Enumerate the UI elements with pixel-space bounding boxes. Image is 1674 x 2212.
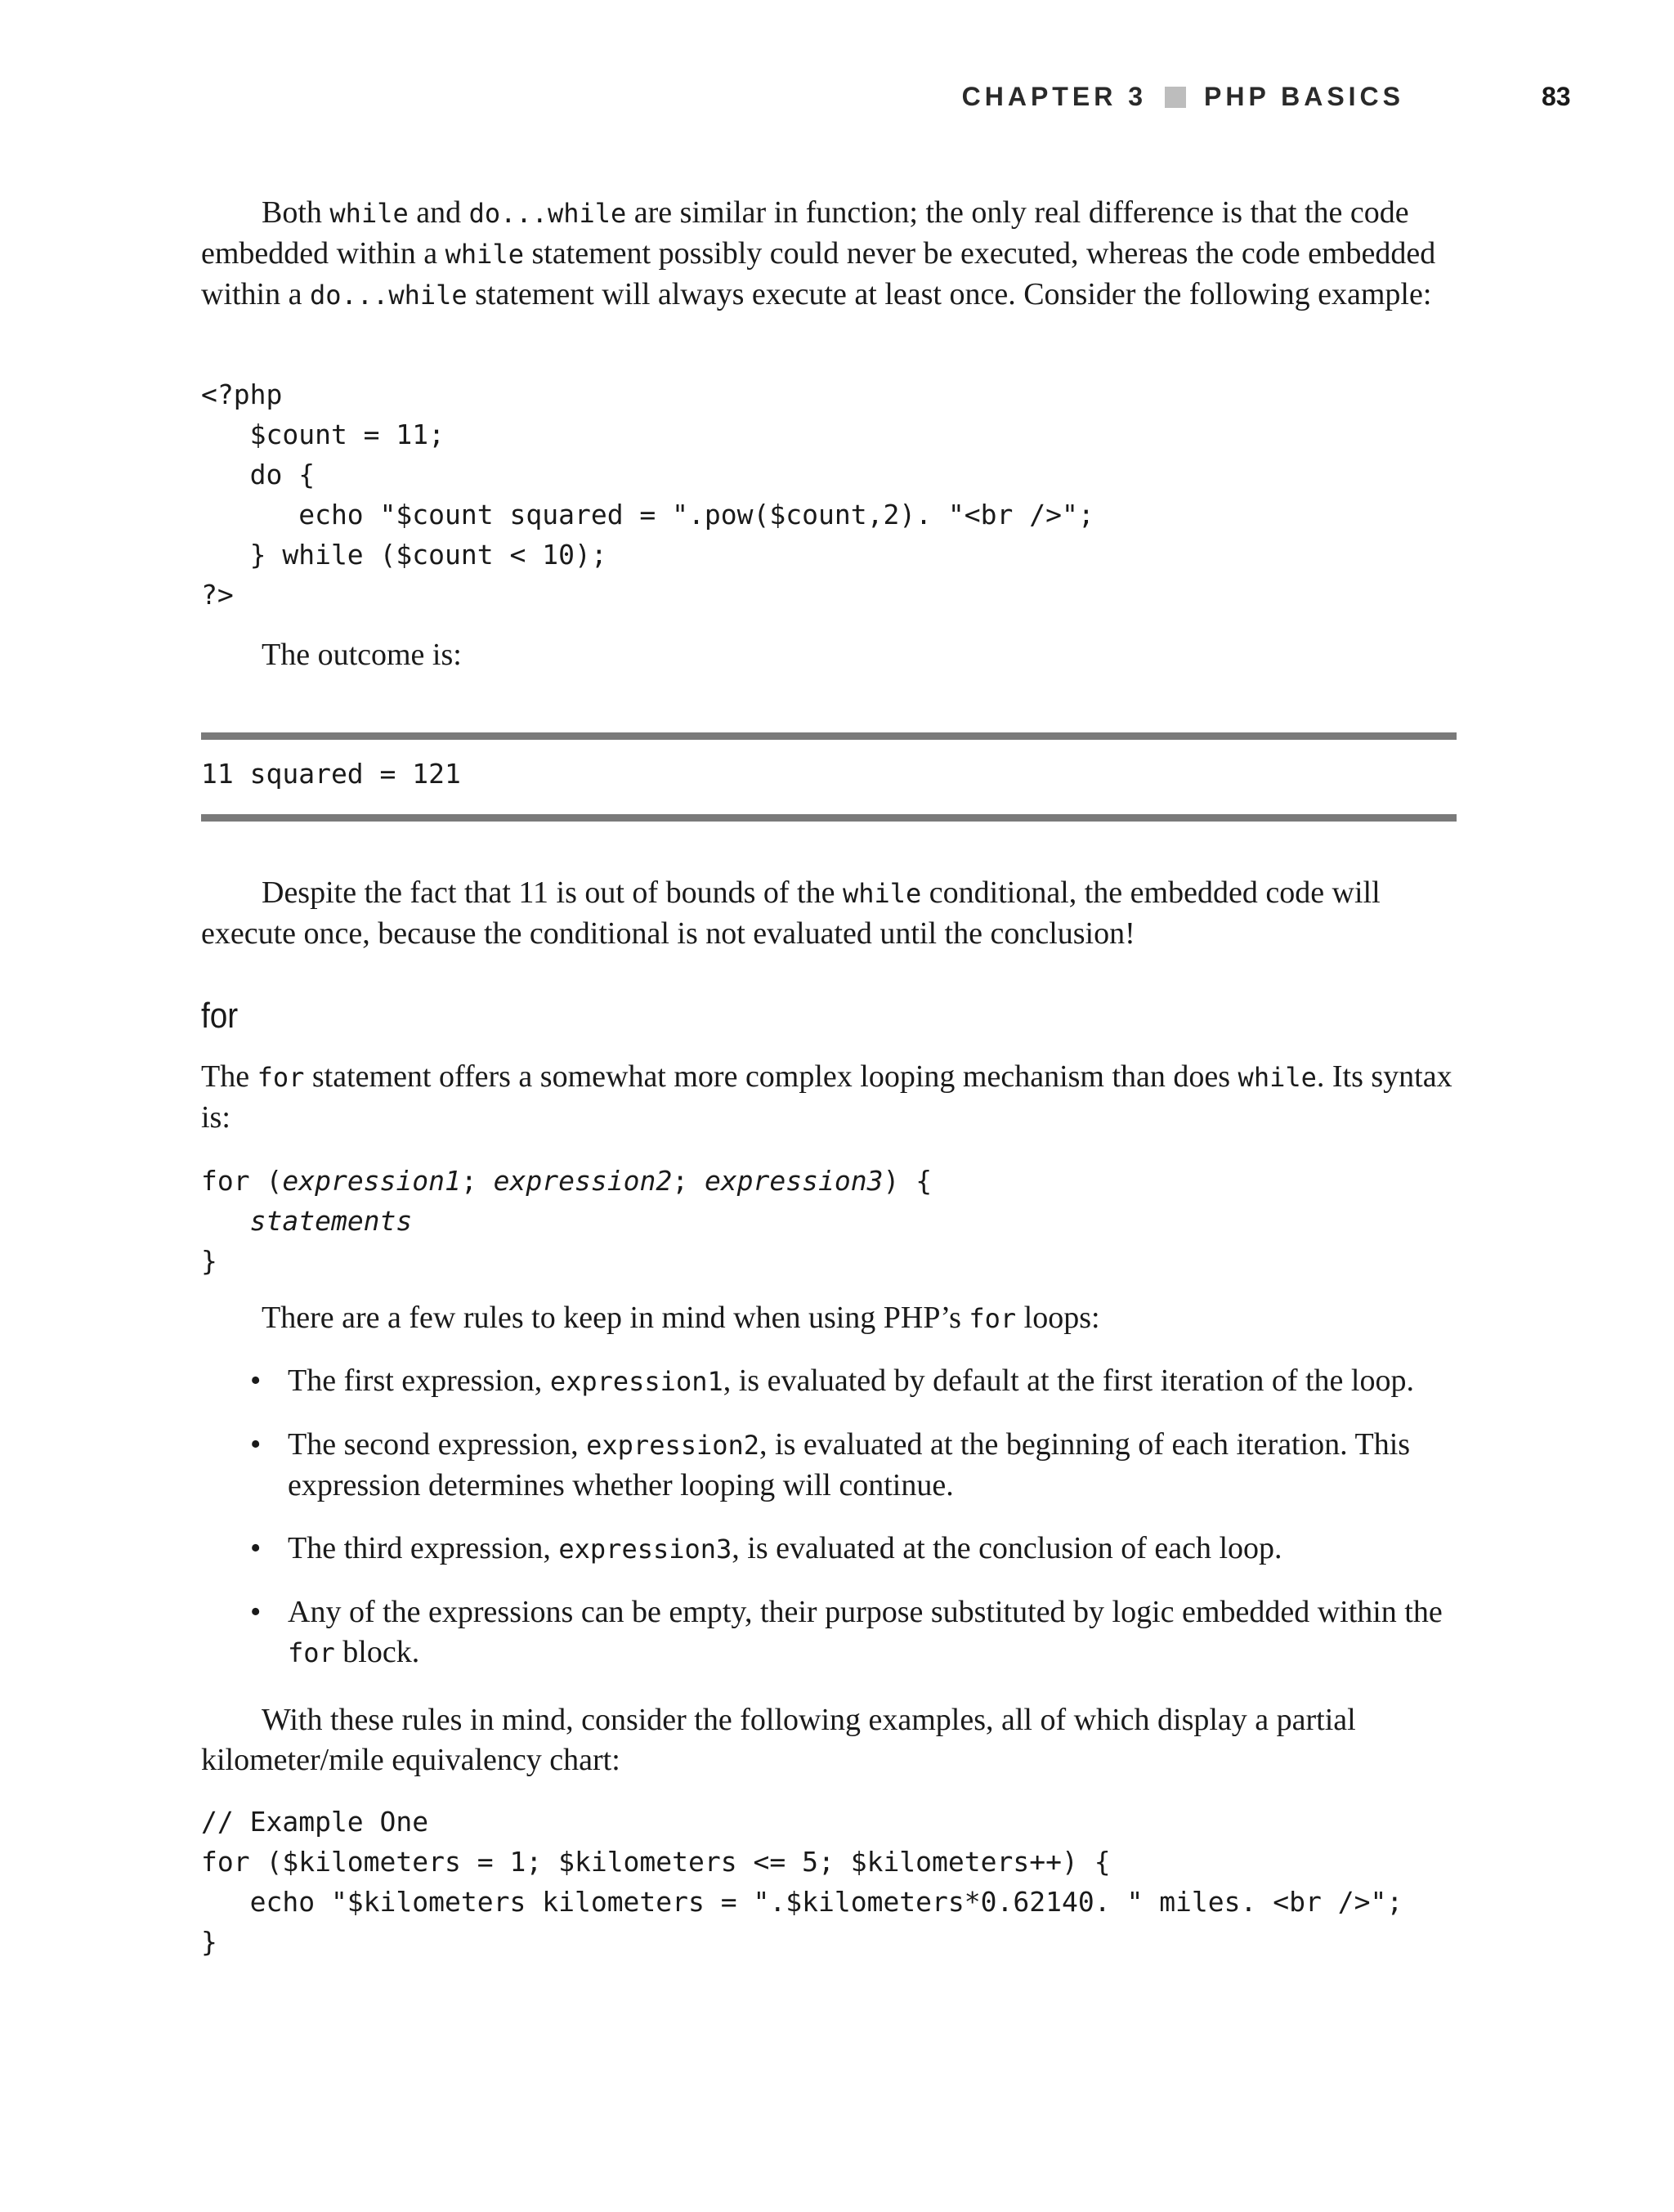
inline-code: expression1 bbox=[549, 1366, 723, 1397]
inline-code: while bbox=[1238, 1062, 1317, 1093]
list-item: • The first expression, expression1, is evaluated by default at the first iteration of the loop. bbox=[250, 1361, 1460, 1402]
inline-code: while bbox=[445, 239, 524, 270]
code-listing-do-while bbox=[201, 374, 1509, 615]
bullet-icon: • bbox=[250, 1531, 262, 1565]
chapter-title: PHP BASICS bbox=[1203, 82, 1404, 111]
inline-code: do...while bbox=[468, 198, 627, 229]
bullet-icon: • bbox=[250, 1427, 262, 1462]
code-line: } while ($count < 10); bbox=[201, 539, 607, 571]
code-for-syntax bbox=[201, 1161, 1509, 1281]
code-listing-example-one bbox=[201, 1802, 1509, 1962]
paragraph-outcome-intro: The outcome is: bbox=[262, 638, 462, 672]
paragraph-out-of-bounds: Despite the fact that 11 is out of bounds of the while conditional, the embedded code will execute once, because the conditional is not evaluated until the conclusion! bbox=[201, 875, 1381, 951]
output-top-rule bbox=[201, 732, 1457, 740]
code-line: do { bbox=[201, 459, 316, 490]
list-item: • The third expression, expression3, is evaluated at the conclusion of each loop. bbox=[250, 1529, 1460, 1569]
paragraph-while-comparison: Both while and do...while are similar in function; the only real difference is that the code embedded within a while statement possibly could never be executed, whereas the code embedded within a do...while statement will always execute at least once. Consider the following example: bbox=[201, 195, 1436, 311]
code-line: statements bbox=[249, 1205, 413, 1237]
inline-code: while bbox=[842, 878, 922, 909]
code-line: for (expression1; expression2; expression3) { bbox=[201, 1165, 933, 1197]
chapter-label: CHAPTER 3 bbox=[961, 82, 1147, 111]
bullet-icon: • bbox=[250, 1363, 262, 1398]
inline-code: for bbox=[257, 1062, 305, 1093]
running-head bbox=[962, 82, 1404, 112]
paragraph-examples-intro: With these rules in mind, consider the following examples, all of which display a partial kilometer/mile equivalency chart: bbox=[201, 1703, 1356, 1777]
code-line: <?php bbox=[201, 378, 283, 410]
inline-code: while bbox=[329, 198, 409, 229]
inline-code: for bbox=[288, 1637, 335, 1668]
list-item: • The second expression, expression2, is evaluated at the beginning of each iteration. This expression determines whether looping will continue. bbox=[250, 1425, 1460, 1506]
code-line: echo "$kilometers kilometers = ".$kilometers*0.62140. " miles. <br />"; bbox=[201, 1886, 1403, 1918]
section-heading-for: for bbox=[201, 996, 239, 1036]
bullet-icon: • bbox=[250, 1595, 262, 1629]
code-line: ?> bbox=[201, 579, 234, 611]
code-line: } bbox=[201, 1926, 217, 1958]
inline-code: expression2 bbox=[586, 1430, 760, 1461]
rules-list bbox=[250, 1361, 1460, 1696]
list-item: • Any of the expressions can be empty, their purpose substituted by logic embedded within the for block. bbox=[250, 1592, 1460, 1673]
inline-code: for bbox=[969, 1303, 1017, 1334]
code-line: $count = 11; bbox=[201, 419, 445, 450]
code-line: for ($kilometers = 1; $kilometers <= 5; $kilometers++) { bbox=[201, 1846, 1111, 1878]
page-number: 83 bbox=[1542, 82, 1571, 111]
paragraph-rules-intro: There are a few rules to keep in mind when using PHP’s for loops: bbox=[262, 1301, 1100, 1335]
square-separator-icon bbox=[1165, 87, 1186, 108]
paragraph-for-intro: The for statement offers a somewhat more complex looping mechanism than does while. Its syntax is: bbox=[201, 1059, 1452, 1135]
output-text: 11 squared = 121 bbox=[201, 758, 461, 790]
code-line: // Example One bbox=[201, 1806, 429, 1838]
code-line: echo "$count squared = ".pow($count,2). "<br />"; bbox=[201, 499, 1094, 531]
code-line: } bbox=[201, 1245, 217, 1277]
inline-code: expression3 bbox=[558, 1534, 732, 1565]
inline-code: do...while bbox=[309, 280, 468, 311]
output-bottom-rule bbox=[201, 814, 1457, 822]
